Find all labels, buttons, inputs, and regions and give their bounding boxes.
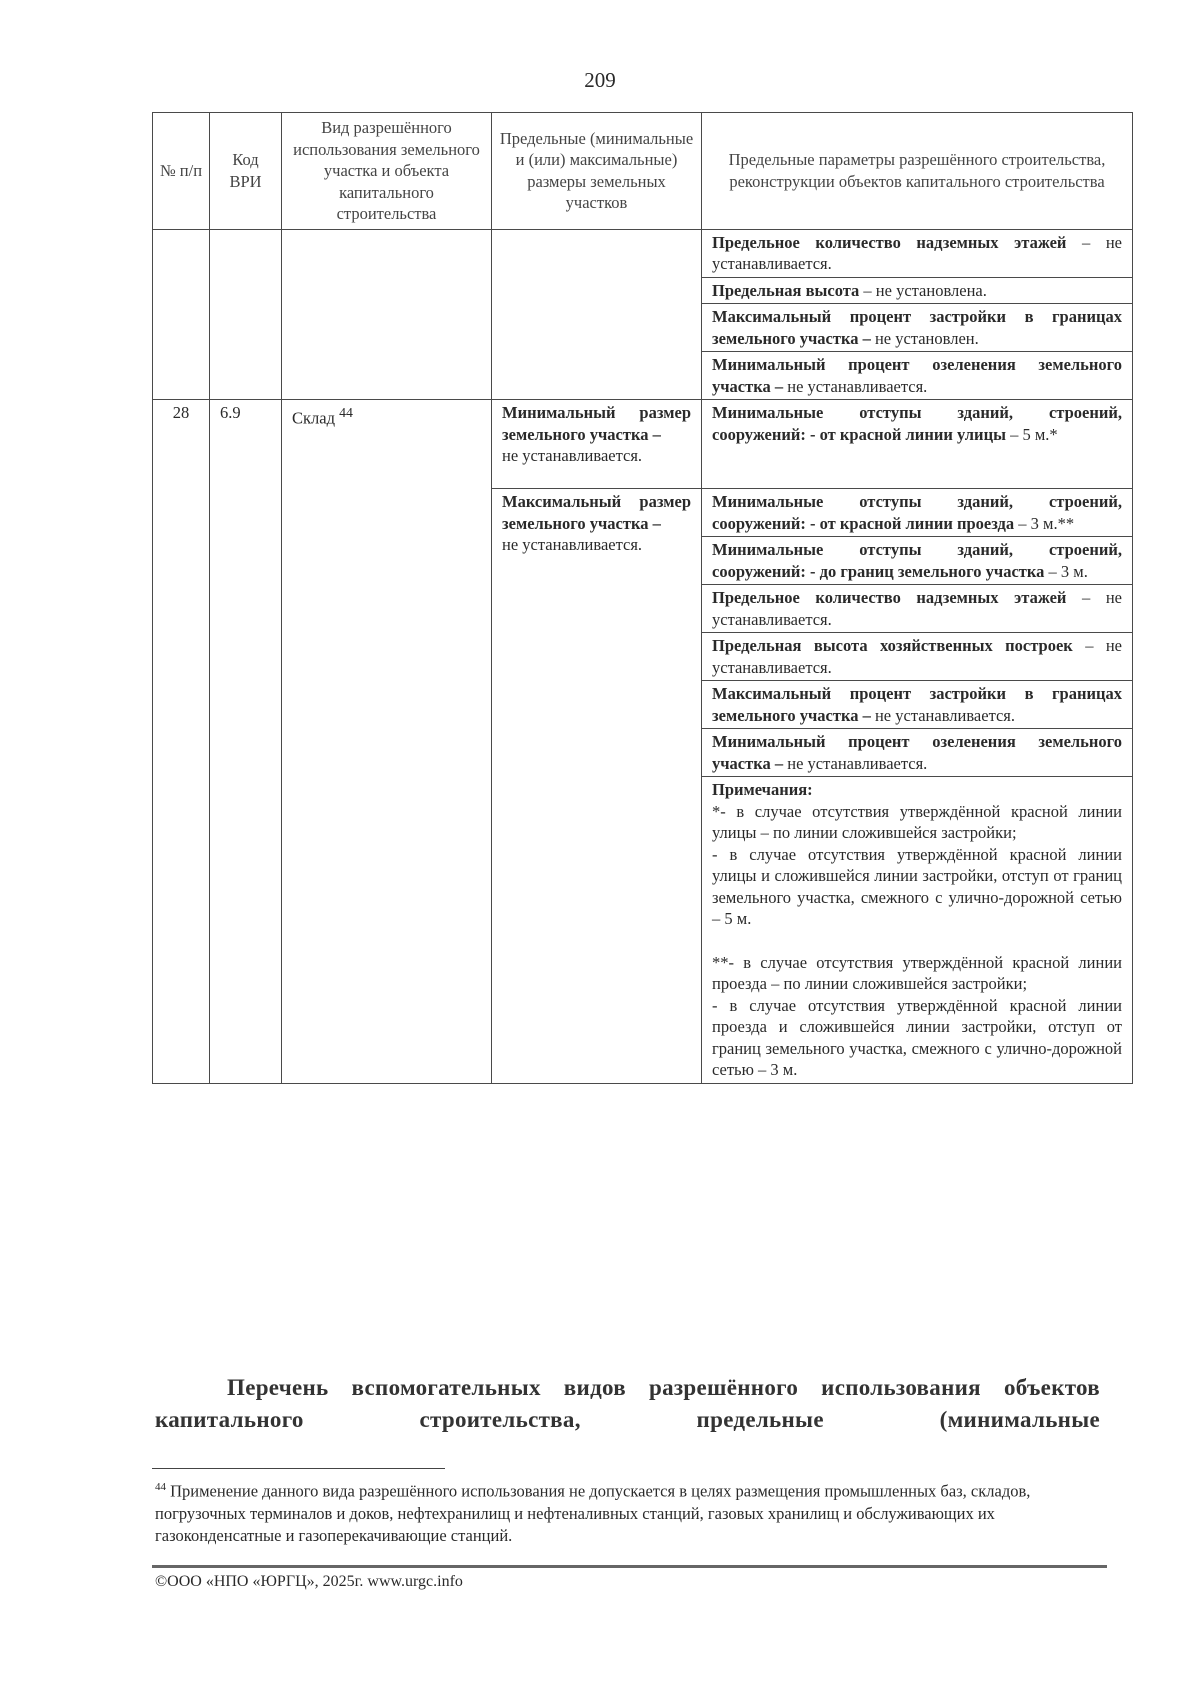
empty-code-cell <box>210 229 282 400</box>
note-item: - в случае отсутствия утверждённой красной линии проезда и сложившейся линии застройки, отступ от границ земельного участка, смежного с улично-дорожной сетью – 3 м. <box>712 995 1122 1079</box>
param-value: – не установлена. <box>859 280 987 300</box>
header-code: Код ВРИ <box>210 113 282 230</box>
vri-type-cell <box>282 400 492 1084</box>
param-cell <box>702 352 1133 400</box>
note-item: *- в случае отсутствия утверждённой красной линии улицы – по линии сложившейся застройки; <box>712 801 1122 842</box>
param-bold: Максимальный процент застройки в границах земельного участка – <box>712 684 1122 725</box>
empty-sizes-cell <box>492 229 702 400</box>
vri-type: Склад <box>292 408 335 428</box>
footnote-text: Применение данного вида разрешённого использования не допускается в целях размещения промышленных баз, складов, погрузочных терминалов и доков, нефтехранилищ и нефтеналивных станций, газовых хранилищ и обслуживающих их газоконденсатные и газоперекачивающие станций. <box>155 1481 1031 1545</box>
param-cell <box>702 537 1133 585</box>
param-value: – не устанавливается. <box>712 588 1122 629</box>
table-row-28 <box>153 400 1133 489</box>
footer-divider <box>152 1565 1107 1568</box>
empty-type-cell <box>282 229 492 400</box>
header-params: Предельные параметры разрешённого строительства, реконструкции объектов капитального строительства <box>702 113 1133 230</box>
footnote-number: 44 <box>155 1481 166 1493</box>
min-size-value: не устанавливается. <box>502 446 643 465</box>
spacer-cell <box>702 1083 1133 1084</box>
param-cell <box>702 489 1133 537</box>
max-size-value: не устанавливается. <box>502 535 643 554</box>
max-size-cell <box>492 489 702 1084</box>
note-item: - в случае отсутствия утверждённой красной линии улицы и сложившейся линии застройки, отступ от границ земельного участка, смежного с улично-дорожной сетью – 5 м. <box>712 844 1122 928</box>
param-cell <box>702 681 1133 729</box>
param-bold: Предельная высота <box>712 280 860 300</box>
param-value: не установлен. <box>870 328 979 348</box>
param-cell <box>702 633 1133 681</box>
param-value: – 3 м. <box>1044 561 1088 581</box>
notes-cell <box>702 777 1133 1084</box>
footnote-ref: 44 <box>339 405 353 420</box>
max-size-label: Максимальный размер земельного участка – <box>502 492 691 533</box>
param-value: – не устанавливается. <box>712 636 1123 677</box>
param-bold: Минимальные отступы зданий, строений, сооружений: - от красной линии улицы <box>712 403 1122 444</box>
param-value: – не устанавливается. <box>712 232 1122 273</box>
header-sizes: Предельные (минимальные и (или) максимальные) размеры земельных участков <box>492 113 702 230</box>
vri-code: 6.9 <box>210 400 282 1084</box>
param-bold: Максимальный процент застройки в границах земельного участка – <box>712 307 1122 348</box>
header-num: № п/п <box>153 113 210 230</box>
table-row <box>153 229 1133 277</box>
param-cell <box>702 277 1133 304</box>
param-cell <box>702 729 1133 777</box>
param-value: – 5 м.* <box>1005 424 1058 444</box>
footnote <box>155 1476 1115 1547</box>
notes-title: Примечания: <box>712 780 813 799</box>
param-bold: Предельная высота хозяйственных построек <box>712 636 1073 655</box>
param-cell <box>702 585 1133 633</box>
note-item: **- в случае отсутствия утверждённой красной линии проезда – по линии сложившейся застройки; <box>712 952 1122 993</box>
min-size-label: Минимальный размер земельного участка – <box>502 403 691 444</box>
row-number: 28 <box>153 400 210 1084</box>
footnote-divider <box>152 1468 445 1469</box>
param-cell <box>702 400 1133 489</box>
param-value: не устанавливается. <box>783 376 928 396</box>
param-bold: Минимальные отступы зданий, строений, сооружений: - до границ земельного участка <box>712 540 1122 581</box>
zoning-table <box>152 112 1133 1084</box>
param-cell <box>702 229 1133 277</box>
param-cell <box>702 304 1133 352</box>
param-bold: Предельное количество надземных этажей <box>712 232 1067 252</box>
page-number: 209 <box>584 68 616 92</box>
table-header-row <box>153 113 1133 230</box>
footer-copyright: ©ООО «НПО «ЮРГЦ», 2025г. www.urgc.info <box>155 1573 463 1590</box>
param-value: не устанавливается. <box>870 705 1016 725</box>
param-bold: Предельное количество надземных этажей <box>712 588 1067 607</box>
empty-num-cell <box>153 229 210 400</box>
section-heading: Перечень вспомогательных видов разрешённого использования объектов капитального строительства, предельные (минимальные <box>155 1375 1100 1432</box>
param-bold: Минимальный процент озеленения земельного участка – <box>712 355 1122 396</box>
param-value: не устанавливается. <box>783 753 928 773</box>
param-value: – 3 м.** <box>1014 513 1075 533</box>
param-bold: Минимальные отступы зданий, строений, сооружений: - от красной линии проезда <box>712 492 1122 533</box>
min-size-cell <box>492 400 702 489</box>
param-bold: Минимальный процент озеленения земельного участка – <box>712 732 1122 773</box>
header-type: Вид разрешённого использования земельного участка и объекта капитального строительства <box>282 113 492 230</box>
